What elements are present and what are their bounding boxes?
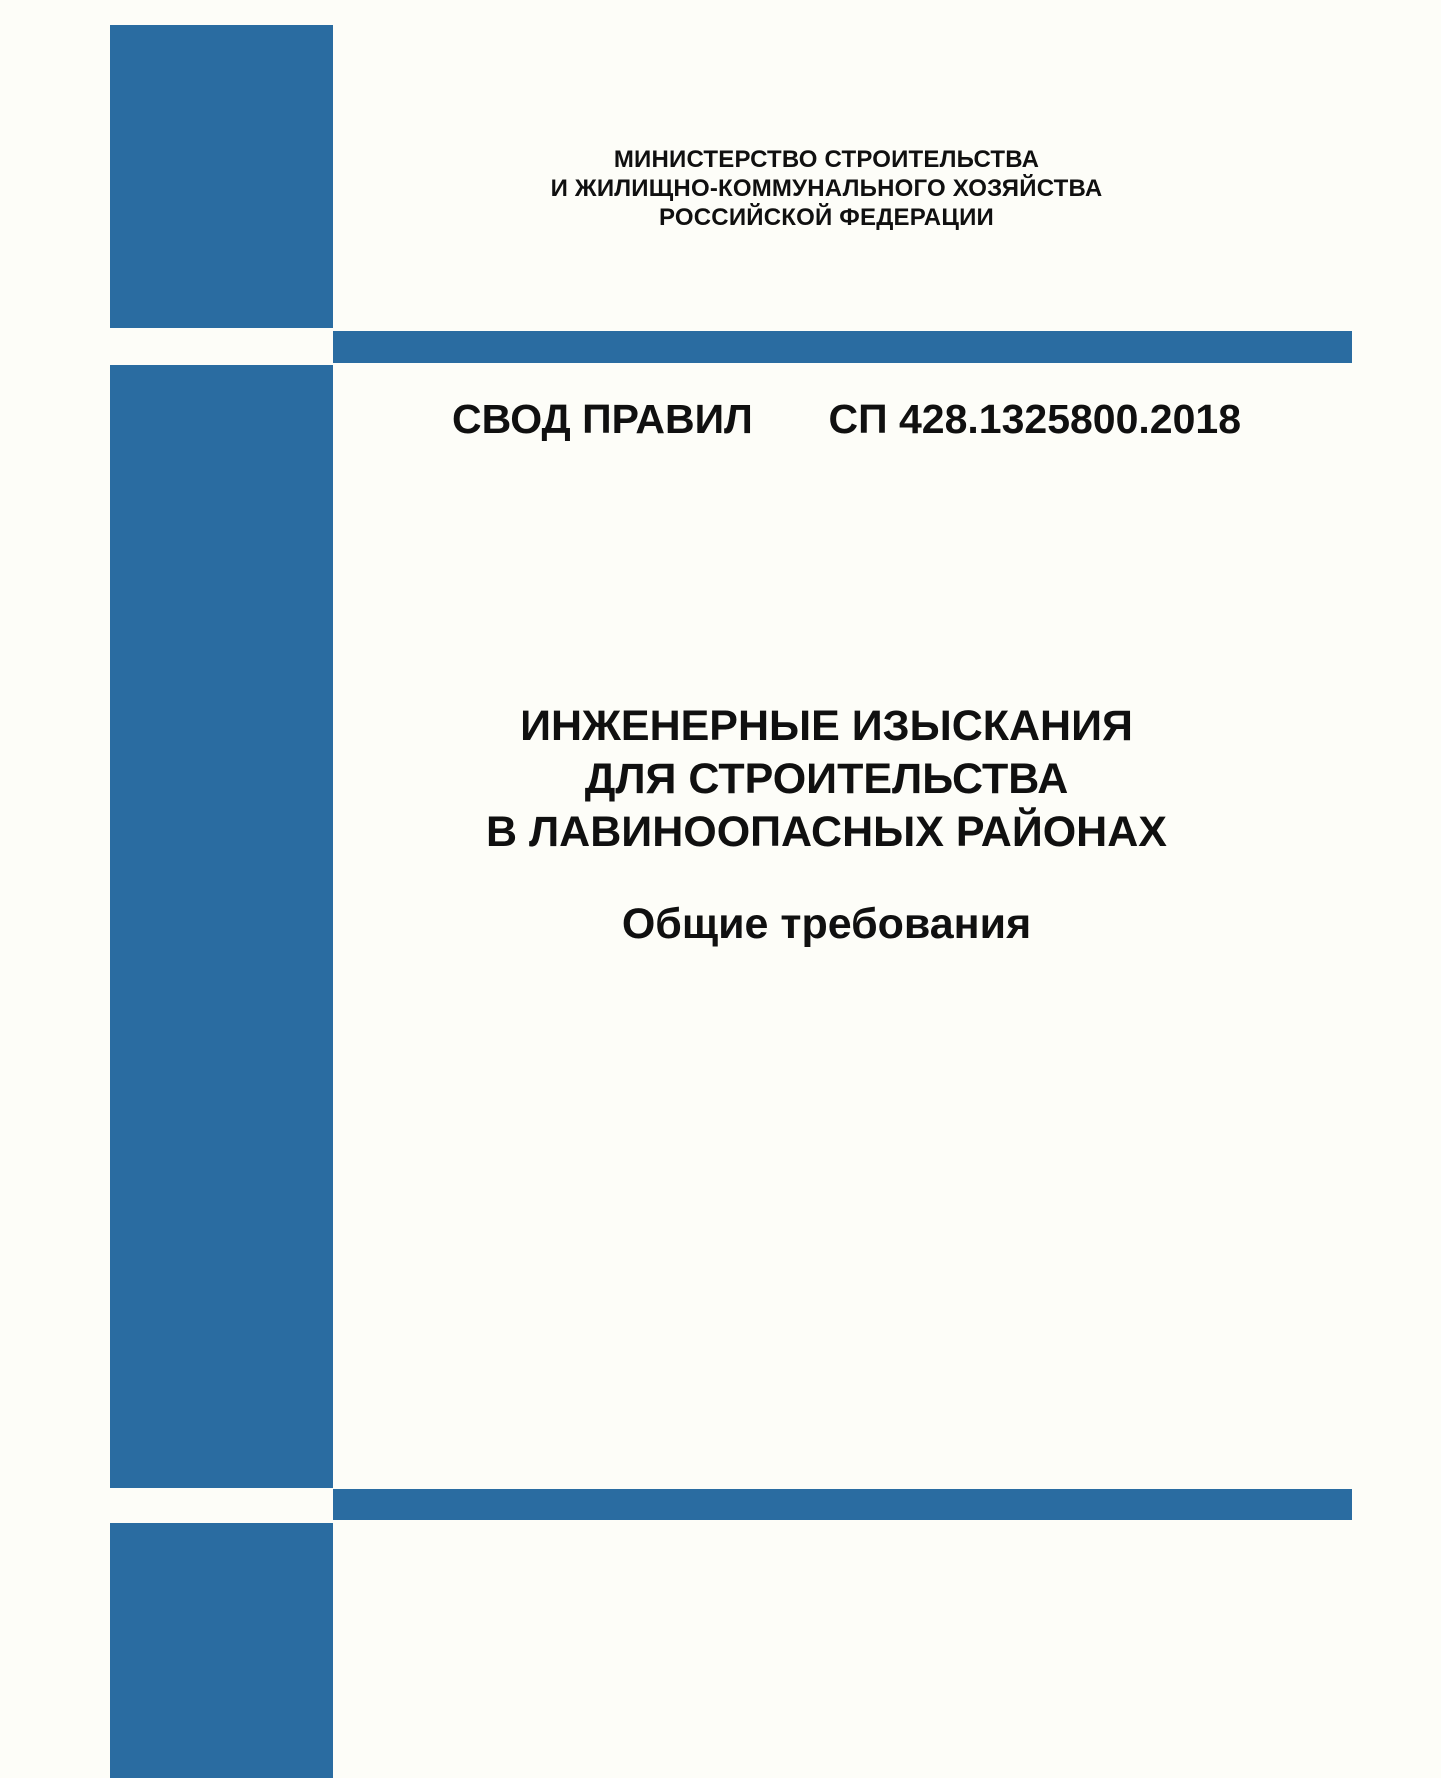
top-left-accent-block [110, 25, 333, 328]
title-line-3: В ЛАВИНООПАСНЫХ РАЙОНАХ [486, 808, 1167, 856]
ministry-line-2: И ЖИЛИЩНО-КОММУНАЛЬНОГО ХОЗЯЙСТВА [550, 175, 1103, 202]
title-line-2: ДЛЯ СТРОИТЕЛЬСТВА [584, 755, 1069, 803]
doc-code: СП 428.1325800.2018 [828, 396, 1241, 442]
bottom-horizontal-rule [333, 1489, 1352, 1520]
document-subtitle: Общие требования [621, 900, 1032, 948]
top-horizontal-rule [333, 331, 1352, 363]
title-line-1: ИНЖЕНЕРНЫЕ ИЗЫСКАНИЯ [520, 702, 1133, 750]
ministry-line-3: РОССИЙСКОЙ ФЕДЕРАЦИИ [659, 204, 994, 231]
doc-type-label: СВОД ПРАВИЛ [452, 396, 753, 442]
bottom-left-accent-block [110, 1523, 333, 1778]
ministry-header [333, 145, 1320, 232]
document-title [333, 700, 1320, 859]
ministry-line-1: МИНИСТЕРСТВО СТРОИТЕЛЬСТВА [613, 146, 1040, 173]
doc-type-row [452, 396, 1241, 443]
left-vertical-rule [110, 365, 333, 1488]
